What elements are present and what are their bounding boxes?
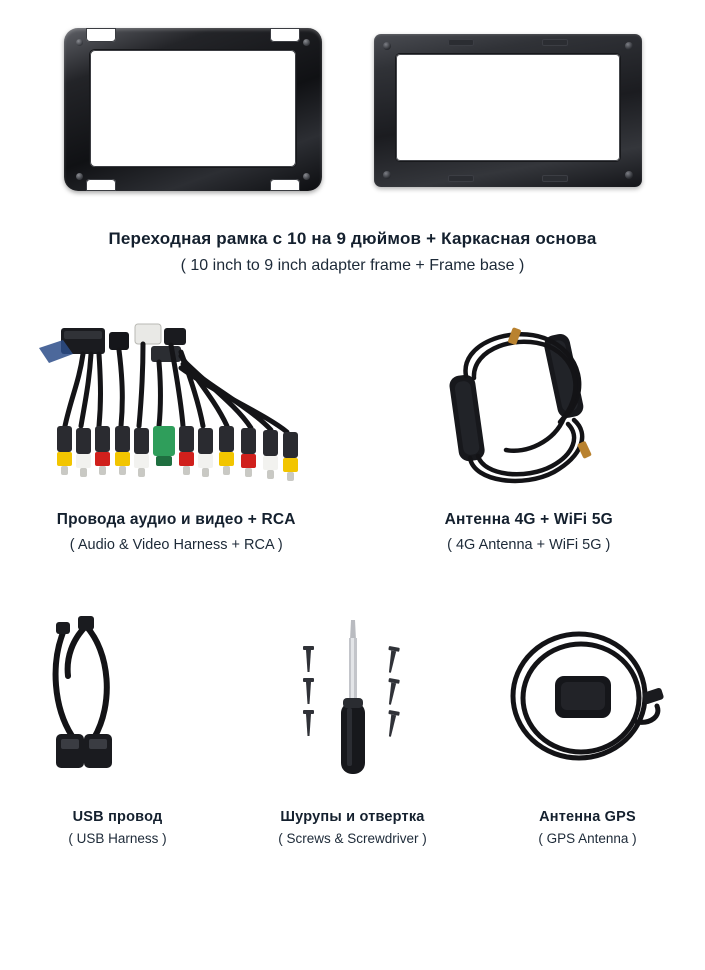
section-harness-antenna (0, 322, 705, 554)
frame-base-tab (542, 39, 568, 46)
screws-screwdriver-image (263, 612, 443, 792)
caption-english: ( USB Harness ) (68, 830, 167, 846)
item-usb-harness (0, 612, 235, 848)
frame-notch-bottom-right (270, 179, 300, 191)
caption-frame-kit (0, 228, 705, 276)
frame-base-screw-hole (383, 171, 391, 179)
caption-screws-screwdriver (278, 808, 427, 848)
item-antenna-4g-wifi (353, 322, 705, 554)
frame-notch-bottom-left (86, 179, 116, 191)
caption-russian: Антенна 4G + WiFi 5G (444, 511, 613, 529)
section-accessories (0, 612, 705, 848)
gps-puck (555, 676, 611, 718)
usb-harness-image (28, 612, 208, 792)
frame-screw-hole (303, 173, 310, 180)
usb-connector-b (84, 734, 112, 768)
frame-base-image (374, 34, 642, 187)
antenna-4g-wifi-image (414, 322, 644, 494)
frame-base-tab (448, 39, 474, 46)
caption-russian: USB провод (72, 808, 163, 825)
caption-english: ( Screws & Screwdriver ) (278, 830, 427, 846)
caption-english: ( 4G Antenna + WiFi 5G ) (447, 536, 611, 553)
caption-usb-harness (68, 808, 166, 848)
caption-harness-rca (57, 510, 296, 554)
item-screws-screwdriver (235, 612, 470, 848)
caption-english: ( Audio & Video Harness + RCA ) (69, 536, 283, 553)
frame-base-screw-hole (625, 171, 633, 179)
caption-russian: Переходная рамка с 10 на 9 дюймов + Каркасная основа (108, 229, 597, 248)
frame-screw-hole (76, 39, 83, 46)
frame-screw-hole (76, 173, 83, 180)
frame-screw-hole (303, 39, 310, 46)
harness-rca-image (31, 322, 321, 494)
caption-russian: Антенна GPS (539, 808, 636, 825)
section-frame-kit (0, 0, 705, 276)
antenna-pad-left (448, 374, 486, 463)
item-gps-antenna (470, 612, 705, 848)
adapter-frame-image (64, 28, 322, 191)
item-harness-rca (0, 322, 353, 554)
caption-gps-antenna (538, 808, 636, 848)
rca-plugs (57, 426, 298, 481)
frame-notch-top-right (270, 28, 300, 42)
frame-base-screw-hole (625, 42, 633, 50)
frame-images-row (0, 28, 705, 198)
caption-russian: Провода аудио и видео + RCA (56, 511, 296, 529)
caption-english: ( 10 inch to 9 inch adapter frame + Frame base ) (180, 257, 525, 275)
frame-base-tab (542, 175, 568, 182)
screwdriver (341, 620, 365, 774)
gps-antenna-image (493, 612, 683, 792)
frame-notch-top-left (86, 28, 116, 42)
usb-connector-a (56, 734, 84, 768)
caption-russian: Шурупы и отвертка (280, 808, 425, 825)
frame-base-tab (448, 175, 474, 182)
frame-base-screw-hole (383, 42, 391, 50)
caption-english: ( GPS Antenna ) (538, 830, 637, 846)
caption-antenna-4g-wifi (445, 510, 613, 554)
